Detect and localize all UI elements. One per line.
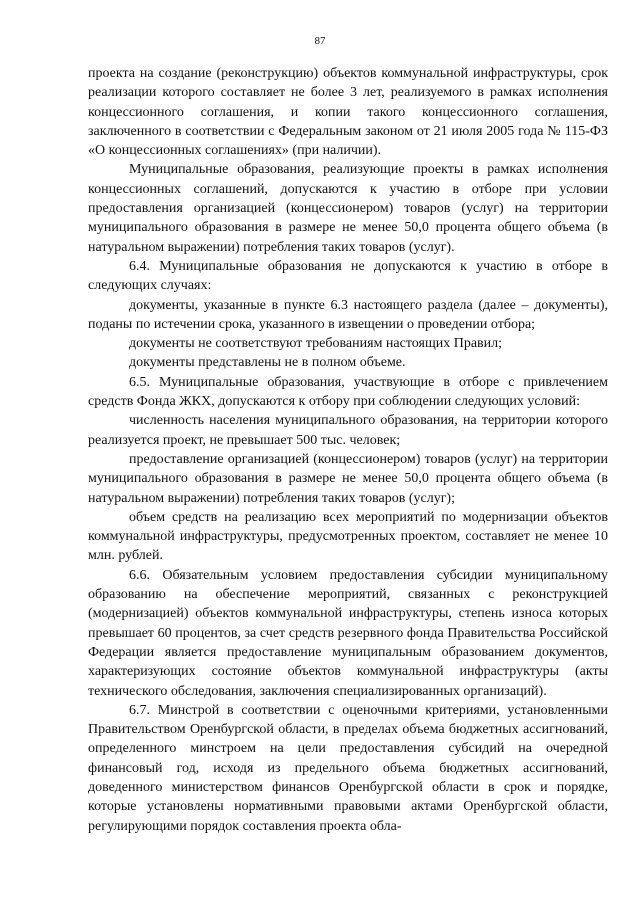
paragraph-6-5: 6.5. Муниципальные образования, участвующие в отборе с привлечением средств Фонда ЖКХ, допускаются к отбору при соблюдении следующих условий: [88,374,608,410]
page-number: 87 [314,35,326,47]
paragraph-concession-conditions: Муниципальные образования, реализующие проекты в рамках исполнения концессионных соглашений, допускаются к участию в отборе при условии предоставления организацией (концессионером) товаров (услуг) на территории муниципального образования в размере не менее 50,0 процента общего объема (в натуральном выражении) потребления таких товаров (услуг). [88,162,608,255]
list-item-6-4-1: документы, указанные в пункте 6.3 настоящего раздела (далее – документы), поданы по истечении срока, указанного в извещении о проведении отбора; [88,297,608,332]
list-item-6-4-2: документы не соответствуют требованиям настоящих Правил; [129,336,503,352]
paragraph-6-6: 6.6. Обязательным условием предоставления субсидии муниципальному образованию на обеспечение мероприятий, связанных с реконструкцией (модернизацией) объектов коммунальной инфраструктуры, степень износа которых превышает 60 процентов, за счет средств резервного фонда Правительства Российской Федерации является предоставление муниципальным образованием документов, характеризующих состояние объектов коммунальной инфраструктуры (акты технического обследования, заключения специализированных организаций). [88,567,608,699]
list-item-6-5-3: объем средств на реализацию всех мероприятий по модернизации объектов коммунальной инфраструктуры, предусмотренных проектом, составляет не менее 10 млн. рублей. [88,509,608,564]
list-item-6-5-1: численность населения муниципального образования, на территории которого реализуется проект, не превышает 500 тыс. человек; [88,413,608,448]
list-item-6-5-2: предоставление организацией (концессионером) товаров (услуг) на территории муниципального образования в размере не менее 50,0 процента общего объема (в натуральном выражении) потребления таких товаров (услуг); [88,451,608,506]
paragraph-6-7: 6.7. Минстрой в соответствии с оценочными критериями, установленными Правительством Оренбургской области, в пределах объема бюджетных ассигнований, определенного минстроем на цели предоставления субсидий на очередной финансовый год, исходя из предельного объема бюджетных ассигнований, доведенного министерством финансов Оренбургской области в срок и порядке, которые установлены нормативными правовыми актами Оренбургской области, регулирующими порядок составления проекта обла- [88,702,608,834]
paragraph-6-4: 6.4. Муниципальные образования не допускаются к участию в отборе в следующих случаях: [88,258,608,294]
list-item-6-4-3: документы представлены не в полном объеме. [129,355,406,371]
paragraph-continuation: проекта на создание (реконструкцию) объектов коммунальной инфраструктуры, срок реализации которого составляет не более 3 лет, реализуемого в рамках исполнения концессионного соглашения, и копии такого концессионного соглашения, заключенного в соответствии с Федеральным законом от 21 июля 2005 года № 115-ФЗ «О концессионных соглашениях» (при наличии). [88,66,608,159]
body-text [88,64,608,836]
